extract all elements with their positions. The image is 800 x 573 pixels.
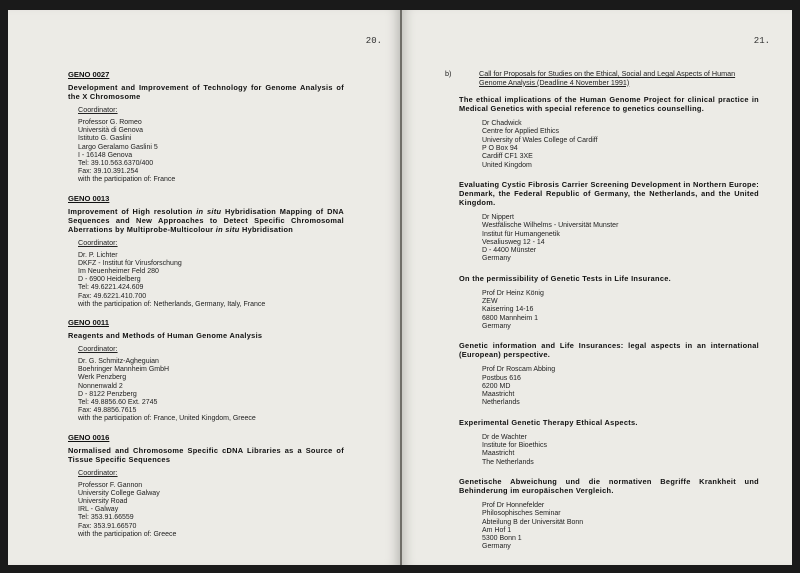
address-line: Centre for Applied Ethics [482,128,560,136]
detail-line: Tel: 49.6221.424.609 [78,284,144,292]
detail-line: Fax: 39.10.391.254 [78,168,139,176]
detail-line: D - 8122 Penzberg [78,390,137,398]
address-line: Am Hof 1 [482,526,512,534]
address-line: Prof Dr Heinz König [482,289,544,297]
detail-line: Tel: 49.8856.60 Ext. 2745 [78,399,158,407]
coordinator-details [78,358,344,424]
left-page-number: 20. [365,36,382,46]
study-title: Experimental Genetic Therapy Ethical Aspects. [459,417,638,427]
detail-line: Boehringer Mannheim GmbH [78,366,170,374]
address-line: Kaiserring 14-16 [482,306,534,314]
address-line: Dr Chadwick [482,120,522,128]
detail-line: Dr. G. Schmitz-Agheguian [78,358,159,366]
detail-line: IRL - Galway [78,506,119,514]
detail-line: with the participation of: Netherlands, Germany, Italy, France [78,300,266,308]
coordinator-details [78,252,344,309]
detail-line: Professor G. Romeo [78,119,142,126]
study-title: Genetische Abweichung und die normativen Begriffe Krankheit und Behinderung im europäischen Vergleich. [459,476,759,495]
study-title: Evaluating Cystic Fibrosis Carrier Screening Development in Northern Europe: Denmark, the Federal Republic of Germany, the Netherlands, and the United Kingdom. [459,179,759,207]
address-line: ZEW [482,298,498,306]
project-entry [68,318,344,424]
right-page-number: 21. [753,36,770,46]
address-line: Germany [482,543,511,551]
address-line: Westfälische Wilhelms - Universität Munster [482,222,619,230]
detail-line: Dr. P. Lichter [78,251,118,259]
coordinator-details [78,119,344,185]
book-spread [8,10,792,565]
study-address [482,366,759,407]
title-part: Improvement of High resolution [68,206,197,216]
section-header [445,69,759,87]
detail-line: with the participation of: France, United Kingdom, Greece [78,415,256,423]
study-address [482,214,759,264]
project-title: Reagents and Methods of Human Genome Analysis [68,331,263,341]
study-title: The ethical implications of the Human Genome Project for clinical practice in Medical Genetics with special reference to genetics counselling. [459,95,759,114]
detail-line: D - 6900 Heidelberg [78,276,141,284]
detail-line: Fax: 49.8856.7615 [78,407,137,415]
study-address [482,120,759,170]
detail-line: Fax: 353.91.66570 [78,522,137,530]
address-line: The Netherlands [482,458,534,466]
project-entry [68,433,344,539]
detail-line: Nonnenwald 2 [78,382,123,390]
address-line: 6200 MD [482,382,511,390]
detail-line: with the participation of: Greece [78,530,177,538]
address-line: Netherlands [482,399,520,407]
detail-line: Tel: 39.10.563.6370/400 [78,160,154,168]
right-column [445,69,759,562]
study-address [482,502,759,552]
coordinator-label: Coordinator: [78,344,118,354]
detail-line: Università di Genova [78,127,143,135]
address-line: Maastricht [482,391,515,399]
address-line: Institute for Bioethics [482,442,547,450]
project-entry [68,194,344,309]
study-title: On the permissibility of Genetic Tests in Life Insurance. [459,273,672,283]
study-address [482,434,759,467]
address-line: Dr de Wachter [482,433,527,441]
detail-line: I - 16148 Genova [78,151,133,159]
address-line: Abteilung B der Universität Bonn [482,518,584,526]
detail-line: Im Neuenheimer Feld 280 [78,268,159,276]
address-line: Postbus 616 [482,374,521,382]
address-line: D - 4400 Münster [482,247,537,255]
address-line: Maastricht [482,450,515,458]
address-line: Vesaliusweg 12 - 14 [482,238,545,246]
left-page [8,10,400,565]
address-line: Cardiff CF1 3XE [482,153,533,161]
section-title: Call for Proposals for Studies on the Ethical, Social and Legal Aspects of Human Genome Analysis (Deadline 4 November 1991) [479,69,736,87]
coordinator-label: Coordinator: [78,237,118,247]
coordinator-label: Coordinator: [78,467,118,477]
address-line: Institut für Humangenetik [482,230,560,238]
coordinator-label: Coordinator: [78,105,118,114]
section-label: b) [445,69,452,78]
title-italic: in situ [215,224,240,234]
title-italic: in situ [196,206,222,216]
detail-line: Tel: 353.91.66559 [78,514,134,522]
address-line: Dr Nippert [482,213,514,221]
project-code: GENO 0011 [68,318,109,328]
address-line: Germany [482,322,511,330]
detail-line: Fax: 49.6221.410.700 [78,292,147,300]
project-code: GENO 0013 [68,193,110,203]
detail-line: Largo Geralamo Gaslini 5 [78,143,158,151]
address-line: 5300 Bonn 1 [482,535,522,543]
study-address [482,290,759,331]
address-line: Prof Dr Roscam Abbing [482,366,556,374]
detail-line: DKFZ - Institut für Virusforschung [78,259,182,267]
detail-line: Professor F. Gannon [78,481,143,489]
detail-line: Istituto G. Gaslini [78,135,132,143]
project-code: GENO 0027 [68,70,110,79]
right-page [402,10,792,565]
detail-line: with the participation of: France [78,176,176,184]
study-title: Genetic information and Life Insurances: legal aspects in an international (European) perspective. [459,341,759,360]
project-title: Normalised and Chromosome Specific cDNA Libraries as a Source of Tissue Specific Sequences [68,445,344,464]
project-title: Development and Improvement of Technology for Genome Analysis of the X Chromosome [68,83,344,101]
detail-line: University Road [78,498,128,506]
address-line: Germany [482,255,511,263]
detail-line: University College Galway [78,489,160,497]
coordinator-details [78,482,344,539]
left-column [68,70,344,548]
address-line: Prof Dr Honnefelder [482,501,545,509]
address-line: P O Box 94 [482,145,518,153]
project-entry [68,70,344,185]
title-part: Hybridisation Mapping of DNA Sequences and New Approaches to Detect Specific Chromosomal Aberrations by Multiprobe-Multicolour [68,206,344,234]
project-title [68,207,344,234]
address-line: United Kingdom [482,161,532,169]
address-line: University of Wales College of Cardiff [482,136,598,144]
project-code: GENO 0016 [68,432,110,442]
detail-line: Werk Penzberg [78,374,127,382]
address-line: 6800 Mannheim 1 [482,314,539,322]
address-line: Philosophisches Seminar [482,510,561,518]
title-part: Hybridisation [239,224,294,234]
